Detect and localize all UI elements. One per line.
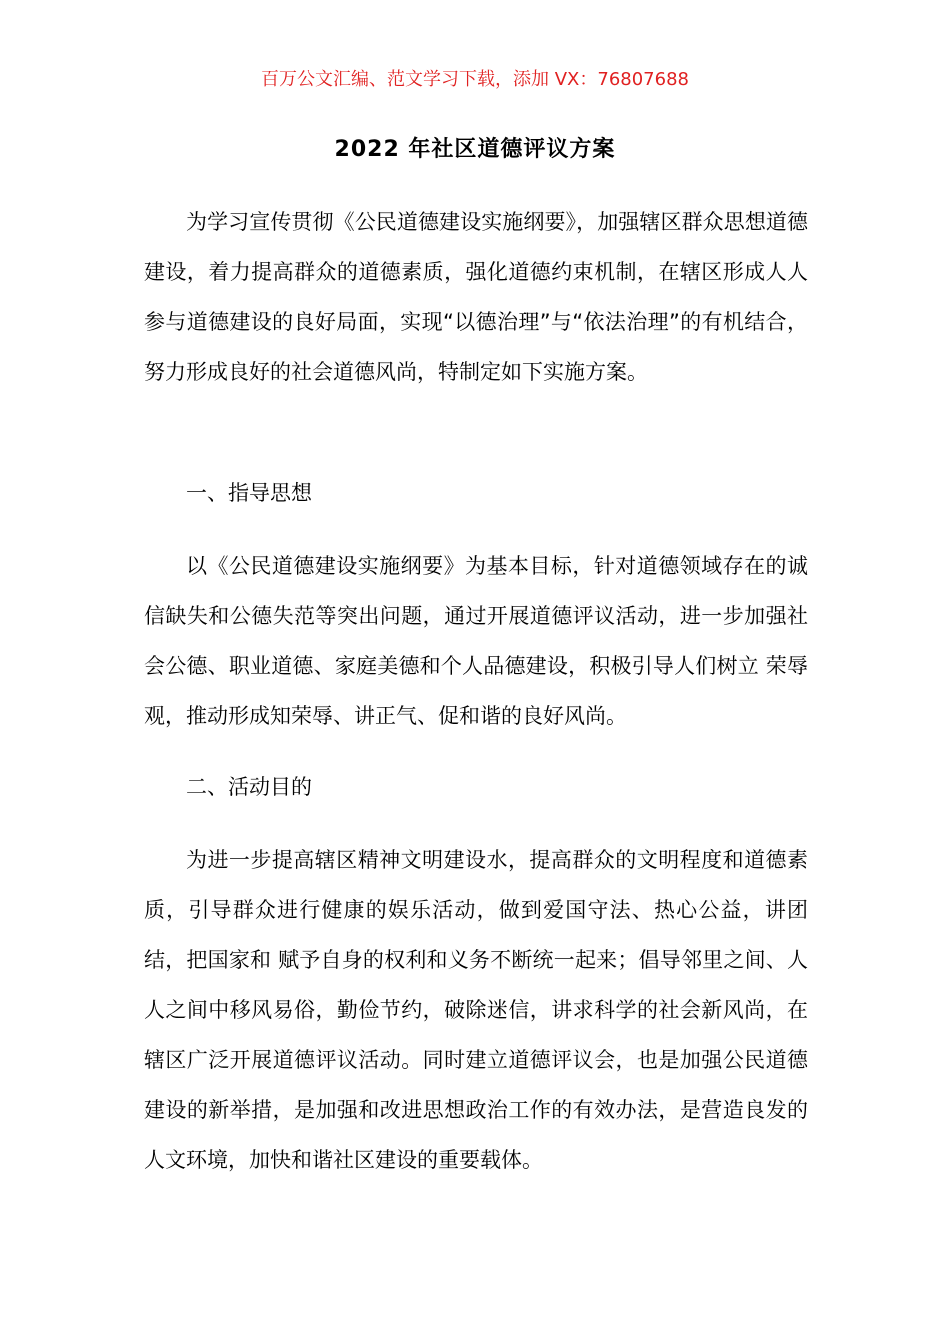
header-note: 百万公文汇编、范文学习下载，添加 VX：76807688 (261, 69, 689, 90)
section-heading-guiding-thought: 一、指导思想 (186, 481, 312, 505)
section-body-guiding-thought: 以《公民道德建设实施纲要》为基本目标，针对道德领域存在的诚信缺失和公德失范等突出问题，通过开展道德评议活动，进一步加强社会公德、职业道德、家庭美德和个人品德建设，积极引导人们树立 荣辱观，推动形成知荣辱、讲正气、促和谐的良好风尚。 (144, 554, 808, 728)
intro-paragraph: 为学习宣传贯彻《公民道德建设实施纲要》，加强辖区群众思想道德建设，着力提高群众的道德素质，强化道德约束机制，在辖区形成人人参与道德建设的良好局面，实现“以德治理”与“依法治理”的有机结合，努力形成良好的社会道德风尚，特制定如下实施方案。 (144, 210, 808, 384)
section-body-activity-purpose: 为进一步提高辖区精神文明建设水，提高群众的文明程度和道德素质，引导群众进行健康的娱乐活动，做到爱国守法、热心公益，讲团结，把国家和 赋予自身的权利和义务不断统一起来；倡导邻里之间、人人之间中移风易俗，勤俭节约，破除迷信，讲求科学的社会新风尚，在辖区广泛开展道德评议活动。同时建立道德评议会，也是加强公民道德建设的新举措，是加强和改进思想政治工作的有效办法，是营造良发的人文环境，加快和谐社区建设的重要载体。 (144, 848, 808, 1172)
document-title: 2022 年社区道德评议方案 (334, 137, 616, 162)
section-heading-activity-purpose: 二、活动目的 (186, 775, 312, 799)
